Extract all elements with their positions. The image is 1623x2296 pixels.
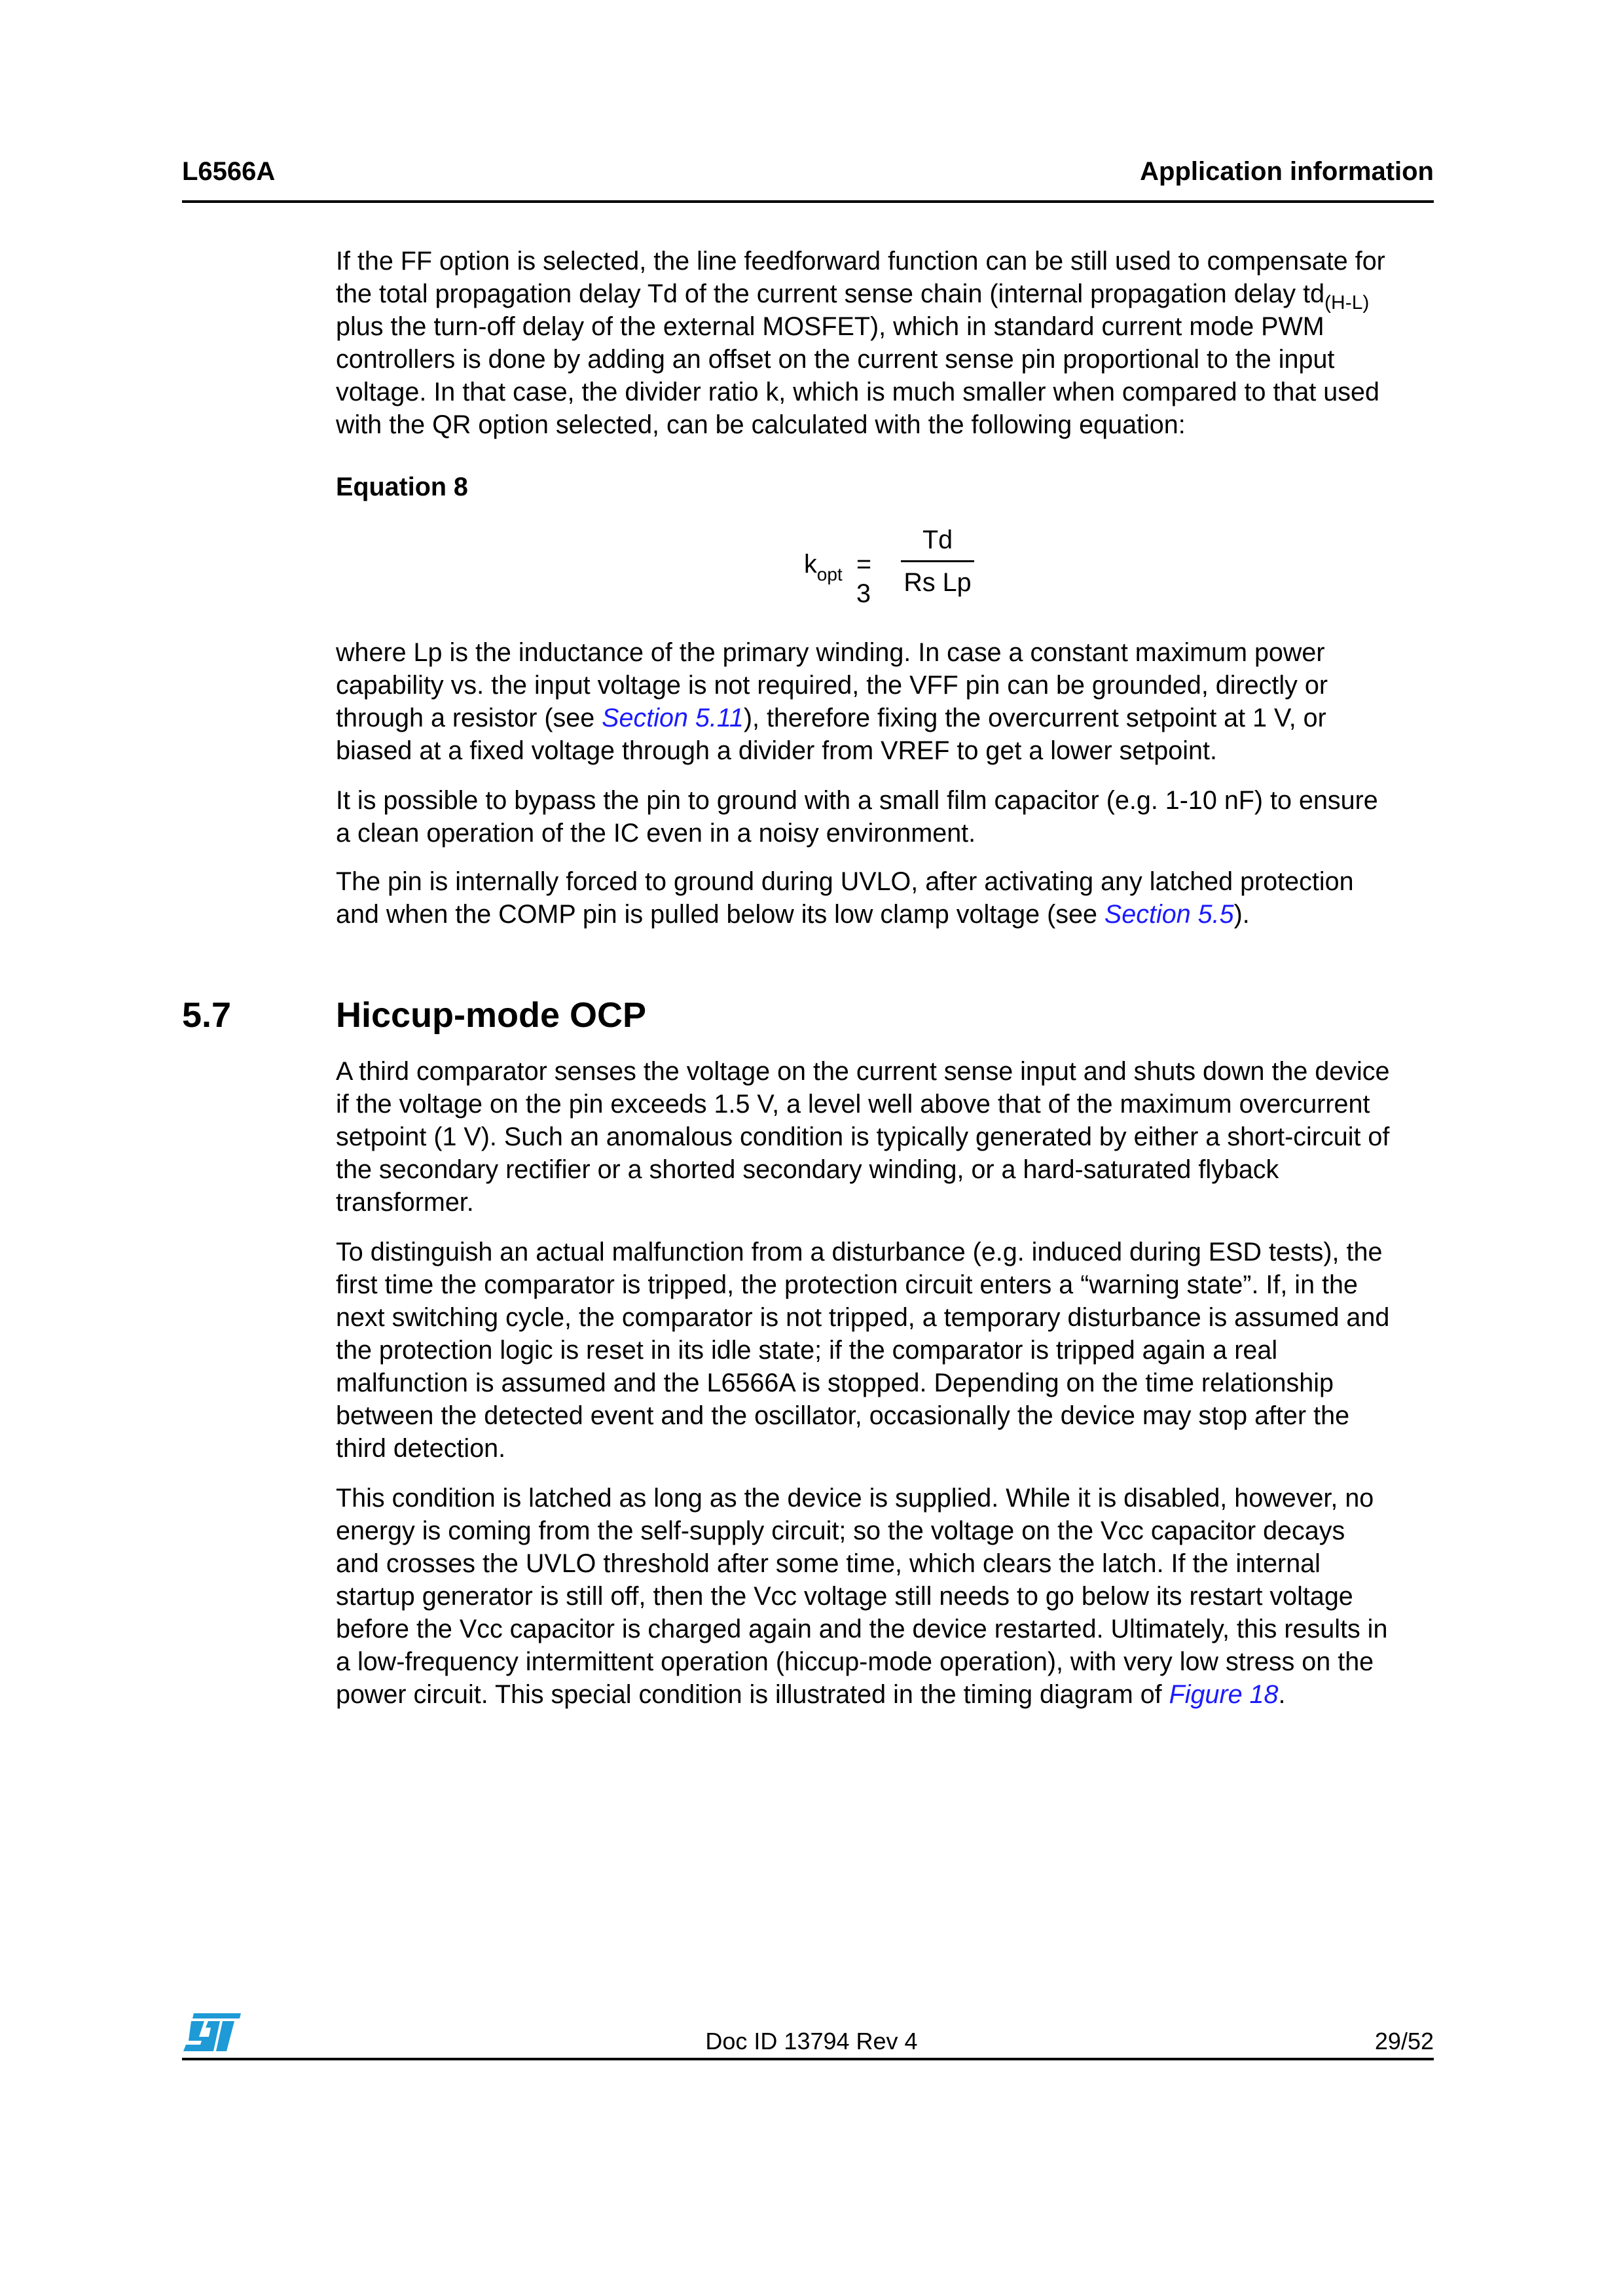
link-figure-18[interactable]: Figure 18: [1169, 1680, 1279, 1709]
text-line: [336, 278, 1449, 314]
text-line: if the voltage on the pin exceeds 1.5 V, a level well above that of the maximum overcurrent: [336, 1090, 1370, 1119]
text-span: .: [1278, 1680, 1286, 1709]
text-span: and when the COMP pin is pulled below its low clamp voltage (see: [336, 900, 1104, 929]
text-line: between the detected event and the oscillator, occasionally the device may stop after the: [336, 1401, 1350, 1430]
text-line: before the Vcc capacitor is charged again and the device restarted. Ultimately, this results in: [336, 1615, 1388, 1643]
paragraph-ff-option: [336, 245, 1449, 441]
text-line: A third comparator senses the voltage on the current sense input and shuts down the device: [336, 1057, 1390, 1086]
paragraph-distinguish: [336, 1236, 1449, 1465]
text-line: [336, 702, 1449, 734]
text-line: where Lp is the inductance of the primary winding. In case a constant maximum power: [336, 638, 1325, 667]
section-title: Hiccup-mode OCP: [336, 996, 647, 1035]
text-line: biased at a fixed voltage through a divider from VREF to get a lower setpoint.: [336, 736, 1217, 765]
subscript: (H-L): [1324, 292, 1370, 314]
text-line: It is possible to bypass the pin to ground with a small film capacitor (e.g. 1-10 nF) to ensure: [336, 786, 1378, 815]
footer-doc-id: Doc ID 13794 Rev 4: [705, 2028, 918, 2054]
text-line: with the QR option selected, can be calculated with the following equation:: [336, 410, 1186, 439]
text-line: [336, 1678, 1449, 1711]
text-line: plus the turn-off delay of the external MOSFET), which in standard current mode PWM: [336, 312, 1324, 341]
text-line: malfunction is assumed and the L6566A is stopped. Depending on the time relationship: [336, 1369, 1334, 1397]
text-line: transformer.: [336, 1188, 474, 1217]
text-line: third detection.: [336, 1434, 506, 1463]
paragraph-lp: [336, 636, 1449, 767]
text-line: [336, 898, 1449, 931]
equation-denominator: Rs Lp: [903, 568, 972, 597]
text-line: This condition is latched as long as the device is supplied. While it is disabled, however, no: [336, 1484, 1374, 1513]
text-line: controllers is done by adding an offset on the current sense pin proportional to the input: [336, 345, 1335, 374]
text-line: To distinguish an actual malfunction from a disturbance (e.g. induced during ESD tests), the: [336, 1238, 1383, 1266]
equation-label: Equation 8: [336, 473, 468, 501]
text-line: setpoint (1 V). Such an anomalous condition is typically generated by either a short-circuit of: [336, 1122, 1390, 1151]
section-number: 5.7: [182, 996, 232, 1035]
paragraph-uvlo: [336, 865, 1449, 931]
footer-rule: [182, 2058, 1434, 2060]
footer-page-number: 29/52: [1374, 2028, 1434, 2054]
text-line: startup generator is still off, then the Vcc voltage still needs to go below its restart voltage: [336, 1582, 1353, 1611]
header-rule: [182, 200, 1434, 203]
text-span: the total propagation delay Td of the current sense chain (internal propagation delay td: [336, 279, 1325, 308]
paragraph-latched: [336, 1482, 1449, 1711]
text-line: capability vs. the input voltage is not required, the VFF pin can be grounded, directly or: [336, 671, 1328, 700]
link-section-5-11[interactable]: Section 5.11: [602, 704, 744, 732]
text-span: ), therefore fixing the overcurrent setpoint at 1 V, or: [743, 704, 1326, 732]
text-line: a clean operation of the IC even in a noisy environment.: [336, 819, 976, 848]
equation-fraction: [901, 524, 974, 599]
text-line: If the FF option is selected, the line feedforward function can be still used to compensate for: [336, 247, 1385, 276]
text-line: voltage. In that case, the divider ratio k, which is much smaller when compared to that used: [336, 378, 1379, 406]
fraction-bar: [901, 560, 974, 562]
header-doc-name: L6566A: [182, 157, 276, 186]
text-span: power circuit. This special condition is illustrated in the timing diagram of: [336, 1680, 1169, 1709]
text-span: ).: [1233, 900, 1250, 929]
equation-numerator: Td: [922, 526, 953, 554]
text-line: next switching cycle, the comparator is not tripped, a temporary disturbance is assumed and: [336, 1303, 1390, 1332]
text-line: first time the comparator is tripped, the protection circuit enters a “warning state”. If, in the: [336, 1270, 1358, 1299]
text-line: the protection logic is reset in its idle state; if the comparator is tripped again a real: [336, 1336, 1278, 1365]
equation-k: k: [804, 550, 817, 579]
text-span: through a resistor (see: [336, 704, 602, 732]
text-line: The pin is internally forced to ground during UVLO, after activating any latched protection: [336, 867, 1354, 896]
equation-equals: = 3: [856, 550, 872, 608]
equation-subscript: opt: [816, 564, 843, 584]
link-section-5-5[interactable]: Section 5.5: [1104, 900, 1234, 929]
equation-lhs: [804, 550, 843, 584]
text-line: the secondary rectifier or a shorted secondary winding, or a hard-saturated flyback: [336, 1155, 1279, 1184]
text-line: a low-frequency intermittent operation (hiccup-mode operation), with very low stress on the: [336, 1647, 1374, 1676]
paragraph-third-comparator: [336, 1055, 1449, 1219]
header-section-name: Application information: [1140, 157, 1434, 186]
text-line: and crosses the UVLO threshold after some time, which clears the latch. If the internal: [336, 1549, 1321, 1578]
paragraph-bypass: [336, 784, 1449, 850]
text-line: energy is coming from the self-supply circuit; so the voltage on the Vcc capacitor decays: [336, 1516, 1345, 1545]
